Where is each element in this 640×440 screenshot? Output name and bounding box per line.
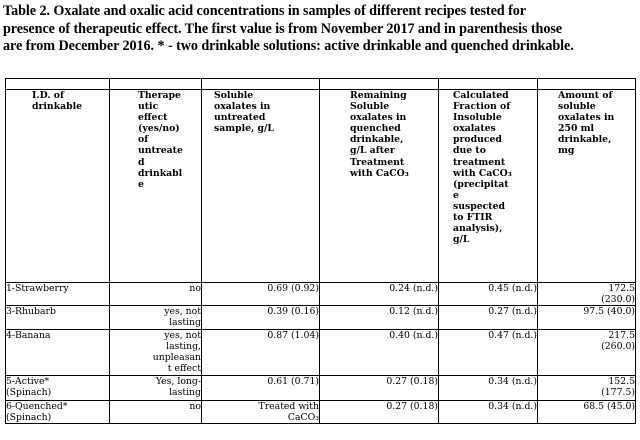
cell-amount: 172.5 (230.0)	[538, 283, 636, 306]
cell-soluble: 0.61 (0.71)	[202, 376, 320, 401]
table-row	[6, 306, 636, 330]
cell-amount: 97.5 (40.0)	[538, 306, 636, 330]
table-row	[6, 376, 636, 401]
cell-soluble: 0.69 (0.92)	[202, 283, 320, 306]
cell-remaining: 0.12 (n.d.)	[320, 306, 439, 330]
cell-soluble: 0.87 (1.04)	[202, 330, 320, 376]
cell-id: 3-Rhubarb	[6, 306, 110, 330]
table-top-spacer	[6, 79, 636, 90]
cell-amount: 152.5 (177.5)	[538, 376, 636, 401]
header-amount: Amount of soluble oxalates in 250 ml drinkable, mg	[538, 90, 636, 283]
cell-effect: yes, not lasting, unpleasan t effect	[110, 330, 202, 376]
table-caption: Table 2. Oxalate and oxalic acid concentrations in samples of different recipes tested for presence of therapeutic effect. The first value is from November 2017 and in parenthesis those are from December 2016. * - two drinkable solutions: active drinkable and quenched drinkable.	[3, 3, 574, 55]
cell-insoluble: 0.27 (n.d.)	[439, 306, 538, 330]
cell-remaining: 0.27 (0.18)	[320, 376, 439, 401]
cell-amount: 217.5 (260.0)	[538, 330, 636, 376]
cell-effect: no	[110, 401, 202, 424]
cell-insoluble: 0.34 (n.d.)	[439, 376, 538, 401]
header-effect: Therape utic effect (yes/no) of untreate d drinkabl e	[110, 90, 202, 283]
table-row	[6, 330, 636, 376]
cell-insoluble: 0.47 (n.d.)	[439, 330, 538, 376]
oxalate-table	[5, 78, 636, 424]
cell-soluble: 0.39 (0.16)	[202, 306, 320, 330]
header-insoluble: Calculated Fraction of Insoluble oxalates produced due to treatment with CaCO₃ (precipitat e suspected to FTIR analysis), g/L	[439, 90, 538, 283]
cell-effect: yes, not lasting	[110, 306, 202, 330]
header-id: I.D. of drinkable	[6, 90, 110, 283]
cell-id: 6-Quenched* (Spinach)	[6, 401, 110, 424]
header-row	[6, 90, 636, 283]
cell-remaining: 0.24 (n.d.)	[320, 283, 439, 306]
table-row	[6, 401, 636, 424]
cell-effect: no	[110, 283, 202, 306]
cell-insoluble: 0.45 (n.d.)	[439, 283, 538, 306]
header-remaining: Remaining Soluble oxalates in quenched drinkable, g/L after Treatment with CaCO₃	[320, 90, 439, 283]
cell-id: 5-Active* (Spinach)	[6, 376, 110, 401]
cell-soluble: Treated with CaCO₃	[202, 401, 320, 424]
cell-amount: 68.5 (45.0)	[538, 401, 636, 424]
table-row	[6, 283, 636, 306]
header-soluble: Soluble oxalates in untreated sample, g/L	[202, 90, 320, 283]
cell-remaining: 0.27 (0.18)	[320, 401, 439, 424]
cell-id: 4-Banana	[6, 330, 110, 376]
cell-effect: Yes, long- lasting	[110, 376, 202, 401]
cell-id: 1-Strawberry	[6, 283, 110, 306]
cell-insoluble: 0.34 (n.d.)	[439, 401, 538, 424]
cell-remaining: 0.40 (n.d.)	[320, 330, 439, 376]
